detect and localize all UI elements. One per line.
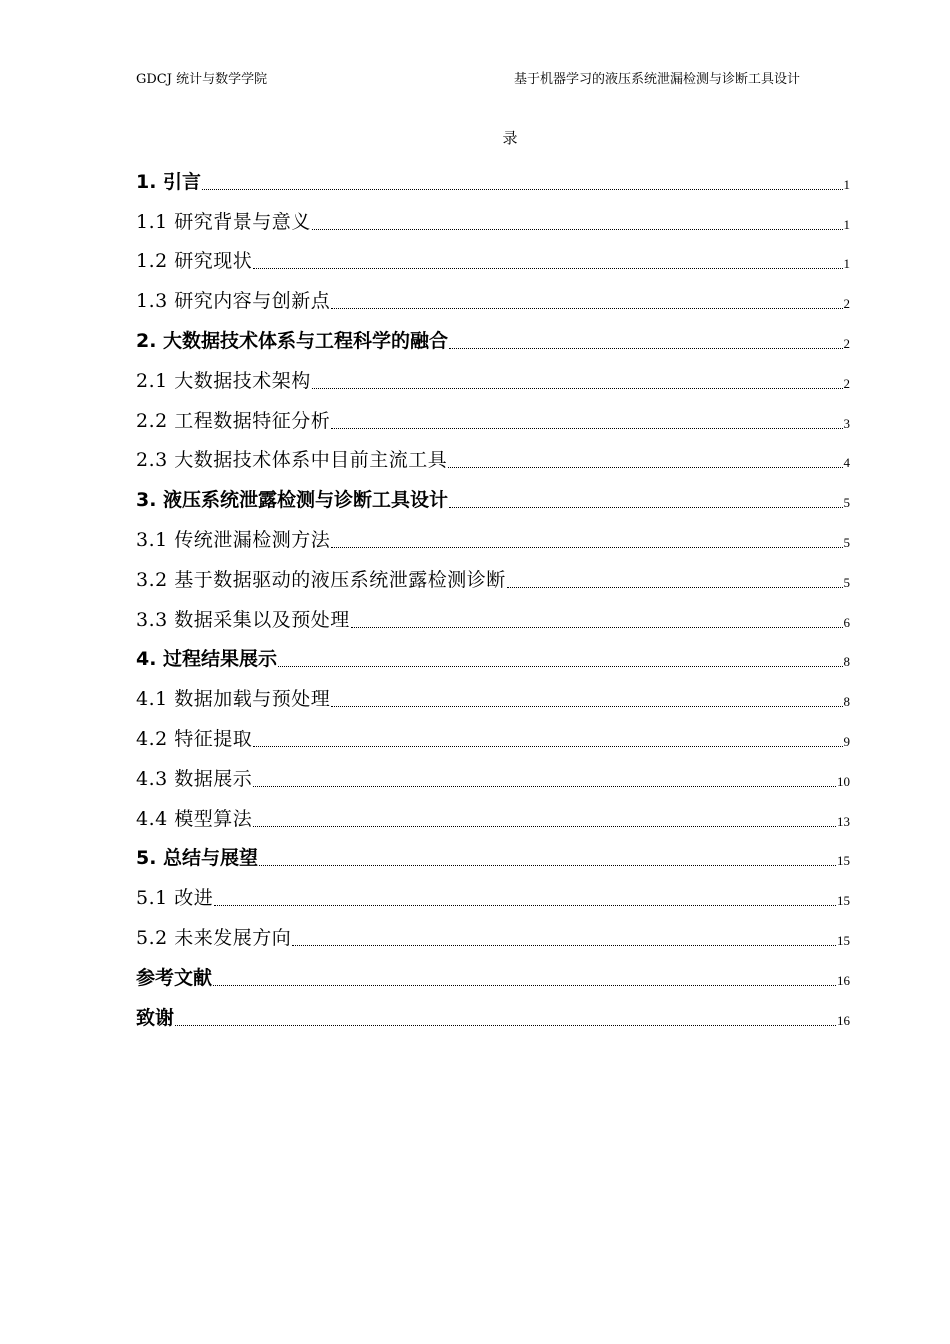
toc-page-number: 5 [843, 574, 850, 590]
toc-entry-label: 4.1 数据加载与预处理 [136, 688, 331, 711]
toc-entry-label: 2.3 大数据技术体系中目前主流工具 [136, 449, 448, 472]
toc-entry-label: 1.2 研究现状 [136, 250, 253, 273]
toc-entry-label: 3.1 传统泄漏检测方法 [136, 528, 331, 551]
toc-page-number: 4 [843, 455, 850, 471]
toc-dot-leader [331, 428, 842, 429]
toc-dot-leader [259, 865, 836, 866]
toc-entry[interactable] [136, 200, 850, 240]
toc-entry-label: 4.2 特征提取 [136, 727, 253, 750]
toc-entry-label: 致谢 [136, 1006, 175, 1029]
toc-entry[interactable] [136, 996, 850, 1036]
toc-page-number: 16 [837, 1012, 850, 1028]
toc-entry-label: 4.4 模型算法 [136, 807, 253, 830]
toc-entry-label: 1. 引言 [136, 170, 202, 193]
toc-dot-leader [253, 268, 842, 269]
toc-dot-leader [278, 666, 842, 667]
toc-entry[interactable] [136, 598, 850, 638]
header-institution: GDCJ 统计与数学学院 [136, 72, 268, 87]
toc-entry-label: 4.3 数据展示 [136, 767, 253, 790]
toc-page-number: 5 [843, 495, 850, 511]
page-header [136, 68, 800, 92]
toc-page-number: 16 [837, 972, 850, 988]
toc-entry[interactable] [136, 876, 850, 916]
toc-entry-label: 5.2 未来发展方向 [136, 926, 292, 949]
toc-dot-leader [331, 547, 842, 548]
toc-dot-leader [331, 308, 842, 309]
toc-dot-leader [292, 945, 836, 946]
table-of-contents [136, 160, 850, 1036]
toc-page-number: 8 [843, 654, 850, 670]
toc-entry[interactable] [136, 279, 850, 319]
toc-dot-leader [175, 1025, 836, 1026]
toc-page-number: 2 [843, 296, 850, 312]
toc-page-number: 15 [837, 932, 850, 948]
toc-page-number: 13 [837, 813, 850, 829]
toc-page-number: 1 [843, 216, 850, 232]
toc-entry[interactable] [136, 160, 850, 200]
toc-entry[interactable] [136, 638, 850, 678]
toc-entry-label: 2.1 大数据技术架构 [136, 369, 311, 392]
toc-page-number: 2 [843, 375, 850, 391]
toc-dot-leader [448, 467, 842, 468]
toc-page-number: 1 [843, 176, 850, 192]
toc-dot-leader [312, 388, 843, 389]
toc-dot-leader [351, 627, 843, 628]
toc-entry-label: 5. 总结与展望 [136, 847, 259, 870]
toc-entry[interactable] [136, 399, 850, 439]
toc-entry-label: 3.3 数据采集以及预处理 [136, 608, 350, 631]
toc-dot-leader [253, 826, 836, 827]
toc-page-number: 8 [843, 694, 850, 710]
toc-entry[interactable] [136, 439, 850, 479]
toc-page-number: 1 [843, 256, 850, 272]
toc-entry[interactable] [136, 916, 850, 956]
toc-entry[interactable] [136, 240, 850, 280]
toc-dot-leader [253, 786, 836, 787]
toc-entry-label: 2. 大数据技术体系与工程科学的融合 [136, 329, 449, 352]
toc-entry[interactable] [136, 837, 850, 877]
toc-dot-leader [449, 348, 842, 349]
toc-entry-label: 1.1 研究背景与意义 [136, 210, 311, 233]
toc-dot-leader [507, 587, 843, 588]
toc-page-number: 15 [837, 853, 850, 869]
toc-dot-leader [331, 706, 842, 707]
toc-dot-leader [202, 189, 842, 190]
toc-title: 录 [502, 129, 518, 147]
toc-entry-label: 4. 过程结果展示 [136, 648, 278, 671]
toc-page-number: 5 [843, 534, 850, 550]
toc-dot-leader [449, 507, 842, 508]
toc-entry[interactable] [136, 956, 850, 996]
toc-page-number: 9 [843, 733, 850, 749]
toc-dot-leader [214, 905, 836, 906]
toc-entry[interactable] [136, 558, 850, 598]
toc-entry[interactable] [136, 717, 850, 757]
toc-entry-label: 1.3 研究内容与创新点 [136, 290, 331, 313]
toc-dot-leader [312, 229, 843, 230]
toc-entry-label: 3.2 基于数据驱动的液压系统泄露检测诊断 [136, 568, 506, 591]
toc-entry-label: 3. 液压系统泄露检测与诊断工具设计 [136, 489, 449, 512]
toc-page-number: 10 [837, 773, 850, 789]
toc-entry[interactable] [136, 319, 850, 359]
toc-entry[interactable] [136, 359, 850, 399]
toc-entry[interactable] [136, 757, 850, 797]
toc-page-number: 15 [837, 893, 850, 909]
toc-page-number: 3 [843, 415, 850, 431]
toc-entry-label: 2.2 工程数据特征分析 [136, 409, 331, 432]
toc-page-number: 2 [843, 335, 850, 351]
toc-entry[interactable] [136, 797, 850, 837]
toc-dot-leader [213, 985, 836, 986]
toc-entry[interactable] [136, 478, 850, 518]
toc-entry-label: 5.1 改进 [136, 887, 214, 910]
toc-entry[interactable] [136, 518, 850, 558]
toc-entry[interactable] [136, 677, 850, 717]
toc-page-number: 6 [843, 614, 850, 630]
header-document-title: 基于机器学习的液压系统泄漏检测与诊断工具设计 [513, 72, 800, 87]
toc-dot-leader [253, 746, 842, 747]
toc-entry-label: 参考文献 [136, 966, 213, 989]
